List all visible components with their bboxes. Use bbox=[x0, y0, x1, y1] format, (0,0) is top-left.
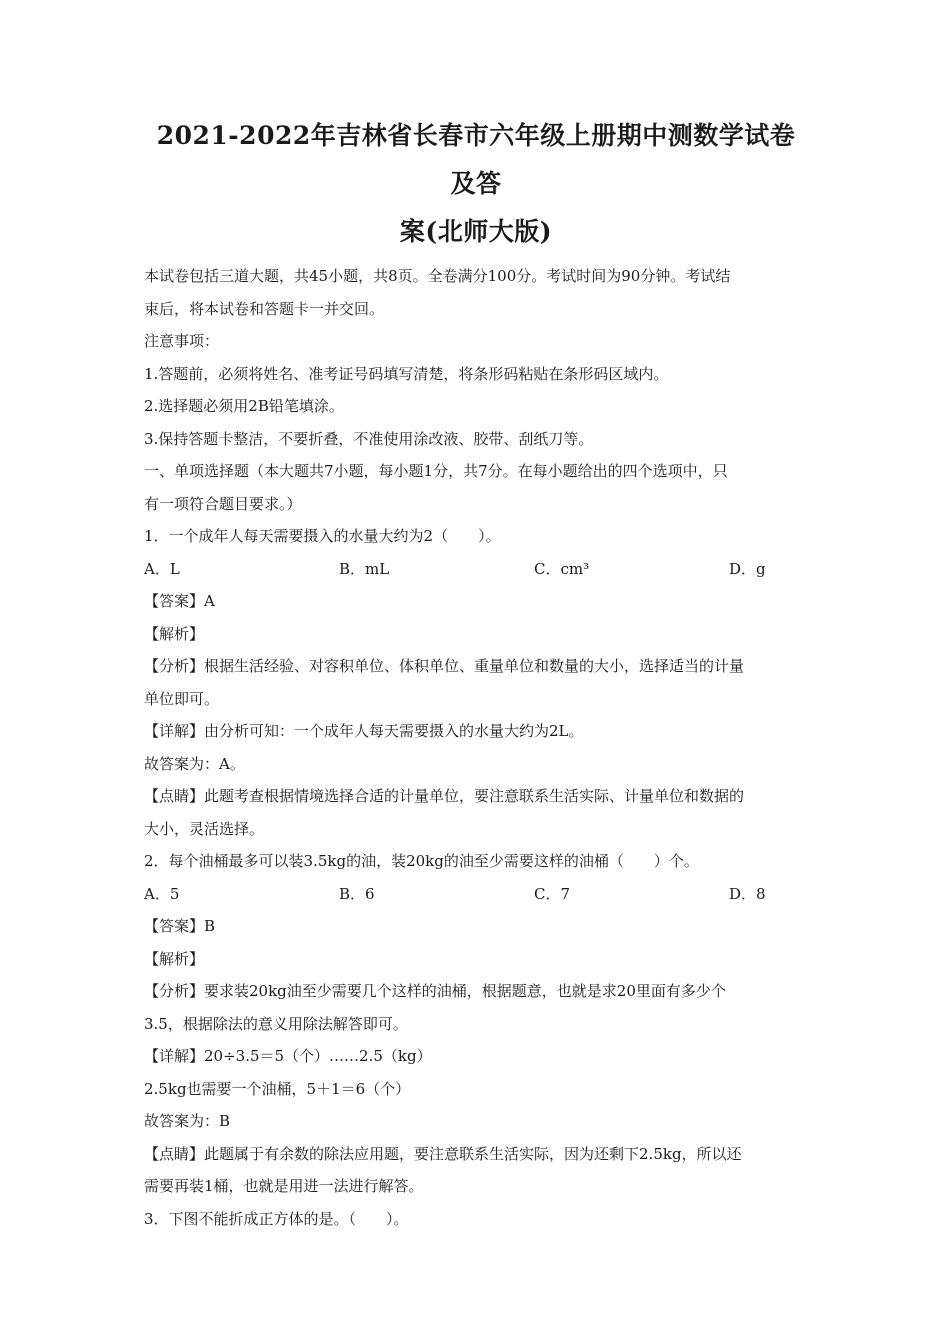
q2-jiexi: 【解析】 bbox=[144, 949, 205, 968]
intro-line-1: 本试卷包括三道大题，共45小题，共8页。全卷满分100分。考试时间为90分钟。考试结 bbox=[144, 267, 731, 285]
q1-detail: 【详解】由分析可知：一个成年人每天需要摄入的水量大约为2L。 bbox=[144, 722, 584, 740]
q1-option-a: A．L bbox=[144, 559, 180, 578]
q2-comment-line-1: 【点睛】此题属于有余数的除法应用题，要注意联系生活实际，因为还剩下2.5kg，所以还 bbox=[144, 1144, 742, 1163]
document-title bbox=[144, 112, 808, 256]
q1-analysis-line-2: 单位即可。 bbox=[144, 689, 220, 708]
q1-jiexi: 【解析】 bbox=[144, 624, 205, 643]
title-line-1: 2021-2022年吉林省长春市六年级上册期中测数学试卷及答 bbox=[156, 121, 796, 198]
q1-option-c: C．cm³ bbox=[534, 559, 590, 578]
q1-options bbox=[144, 553, 808, 586]
section-heading-line-1: 一、单项选择题（本大题共7小题，每小题1分，共7分。在每小题给出的四个选项中，只 bbox=[144, 462, 728, 480]
document-body bbox=[144, 260, 808, 1235]
q2-answer: 【答案】B bbox=[144, 917, 216, 935]
notice-item-3: 3.保持答题卡整洁，不要折叠，不准使用涂改液、胶带、刮纸刀等。 bbox=[144, 429, 594, 448]
q2-detail-line-1: 【详解】20÷3.5＝5（个）……2.5（kg） bbox=[144, 1047, 432, 1065]
q1-conclusion: 故答案为：A。 bbox=[144, 754, 245, 773]
q1-option-b: B．mL bbox=[339, 559, 390, 578]
title-line-2: 案(北师大版) bbox=[399, 217, 553, 246]
q2-option-d: D．8 bbox=[729, 884, 766, 903]
q2-conclusion: 故答案为：B bbox=[144, 1112, 231, 1130]
q2-detail-line-2: 2.5kg也需要一个油桶，5＋1＝6（个） bbox=[144, 1079, 411, 1098]
q1-answer: 【答案】A bbox=[144, 592, 215, 610]
q1-comment-line-2: 大小，灵活选择。 bbox=[144, 819, 265, 838]
q2-stem: 2．每个油桶最多可以装3.5kg的油，装20kg的油至少需要这样的油桶（ ）个。 bbox=[144, 852, 699, 870]
q3-stem: 3．下图不能折成正方体的是。（ ）。 bbox=[144, 1209, 409, 1228]
q1-option-d: D．g bbox=[729, 559, 766, 578]
q1-comment-line-1: 【点睛】此题考查根据情境选择合适的计量单位，要注意联系生活实际、计量单位和数据的 bbox=[144, 787, 745, 805]
q1-analysis-line-1: 【分析】根据生活经验、对容积单位、体积单位、重量单位和数量的大小，选择适当的计量 bbox=[144, 657, 745, 675]
section-heading-line-2: 有一项符合题目要求。） bbox=[144, 494, 302, 513]
q2-options bbox=[144, 878, 808, 911]
notice-heading: 注意事项： bbox=[144, 332, 220, 350]
q2-analysis-line-1: 【分析】要求装20kg油至少需要几个这样的油桶，根据题意，也就是求20里面有多少个 bbox=[144, 982, 726, 1000]
q2-option-a: A．5 bbox=[144, 884, 180, 903]
q2-option-c: C．7 bbox=[534, 884, 571, 903]
intro-line-2: 束后，将本试卷和答题卡一并交回。 bbox=[144, 299, 385, 318]
q2-analysis-line-2: 3.5，根据除法的意义用除法解答即可。 bbox=[144, 1014, 408, 1033]
notice-item-2: 2.选择题必须用2B铅笔填涂。 bbox=[144, 397, 344, 415]
q2-option-b: B．6 bbox=[339, 884, 375, 903]
q2-comment-line-2: 需要再装1桶，也就是用进一法进行解答。 bbox=[144, 1177, 424, 1195]
notice-item-1: 1.答题前，必须将姓名、准考证号码填写清楚，将条形码粘贴在条形码区域内。 bbox=[144, 364, 669, 383]
q1-stem: 1．一个成年人每天需要摄入的水量大约为2（ ）。 bbox=[144, 527, 501, 545]
